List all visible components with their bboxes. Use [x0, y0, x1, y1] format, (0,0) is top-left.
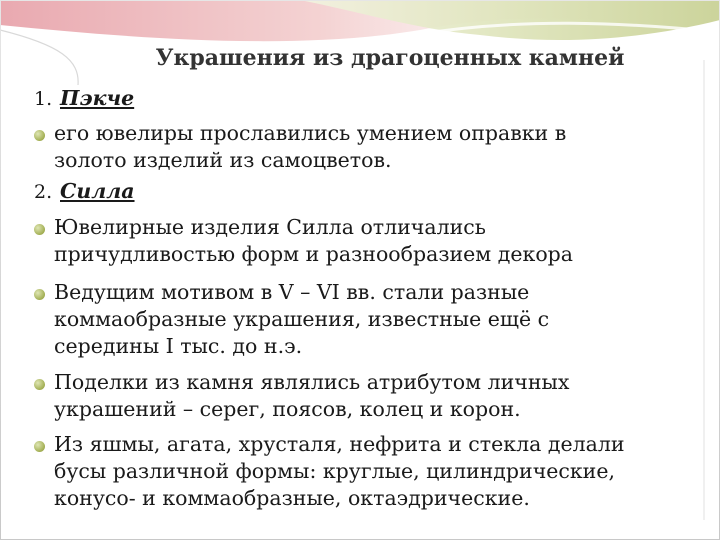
section-number: 2. [34, 181, 53, 203]
bullet-line: коммаобразные украшения, известные ещё с [54, 307, 550, 331]
bullet-dot-icon [34, 289, 45, 300]
bullet-line: Из яшмы, агата, хрусталя, нефрита и стекла делали [54, 432, 625, 456]
bullet-line: Ведущим мотивом в V – VI вв. стали разные [54, 280, 530, 304]
bullet-item [34, 369, 704, 423]
bullet-line: бусы различной формы: круглые, цилиндрические, [54, 459, 615, 483]
bullet-dot-icon [34, 130, 45, 141]
section-number: 1. [34, 88, 53, 110]
bullet-item [34, 214, 704, 268]
bullet-line: середины I тыс. до н.э. [54, 334, 303, 358]
section-title: Пэкче [60, 86, 135, 110]
bullet-item [34, 431, 704, 512]
section-heading-1 [34, 85, 134, 113]
bullet-line: украшений – серег, поясов, колец и корон. [54, 397, 521, 421]
bullet-line: его ювелиры прославились умением оправки в [54, 121, 567, 145]
bullet-item [34, 279, 704, 360]
section-title: Силла [60, 179, 135, 203]
bullet-line: Ювелирные изделия Силла отличались [54, 215, 486, 239]
bullet-line: конусо- и коммаобразные, октаэдрические. [54, 486, 530, 510]
bullet-dot-icon [34, 379, 45, 390]
section-heading-2 [34, 178, 135, 206]
bullet-dot-icon [34, 441, 45, 452]
bullet-line: золото изделий из самоцветов. [54, 148, 392, 172]
bullet-line: Поделки из камня являлись атрибутом личных [54, 370, 570, 394]
bullet-item [34, 120, 704, 174]
bullet-line: причудливостью форм и разнообразием декора [54, 242, 574, 266]
bullet-dot-icon [34, 224, 45, 235]
slide-title: Украшения из драгоценных камней [155, 45, 625, 71]
